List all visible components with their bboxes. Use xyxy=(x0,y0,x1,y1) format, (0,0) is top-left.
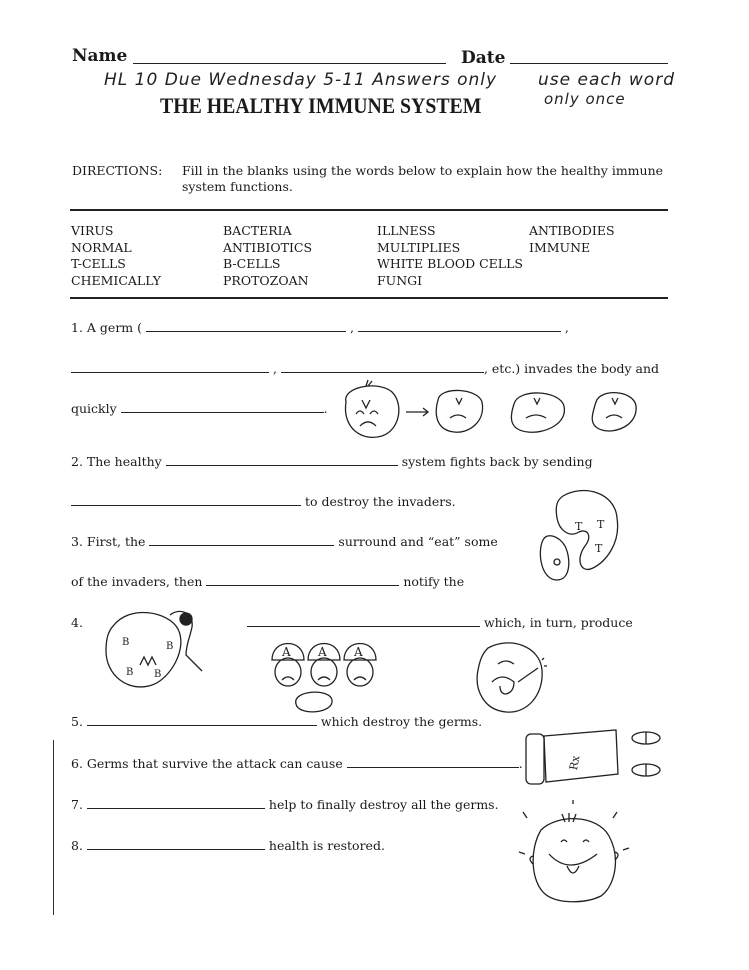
svg-text:A: A xyxy=(282,645,291,659)
question-text: Germs that survive the attack can cause xyxy=(86,756,343,771)
antibodies-illustration xyxy=(270,640,400,720)
blank-q1-e[interactable] xyxy=(121,411,324,413)
page-title: THE HEALTHY IMMUNE SYSTEM xyxy=(160,93,482,118)
blank-q1-b[interactable] xyxy=(358,330,561,332)
svg-text:Rx: Rx xyxy=(567,754,583,772)
word-antibiotics: ANTIBIOTICS xyxy=(223,239,313,255)
question-2-line-1 xyxy=(71,454,593,469)
svg-text:B: B xyxy=(166,641,174,652)
question-number: 8. xyxy=(71,838,83,853)
word-antibodies: ANTIBODIES xyxy=(529,223,615,238)
question-6-line xyxy=(71,756,523,771)
happy-face-illustration xyxy=(505,800,635,910)
word-normal: NORMAL xyxy=(71,239,132,255)
punctuation: . xyxy=(518,756,523,771)
date-field[interactable] xyxy=(510,62,668,64)
t-cell-illustration xyxy=(535,488,645,588)
question-text: First, the xyxy=(86,534,146,549)
svg-text:T: T xyxy=(575,520,583,533)
question-1-line-2 xyxy=(71,361,659,376)
blank-q8[interactable] xyxy=(87,848,265,850)
word-chemically: CHEMICALLY xyxy=(71,272,161,288)
word-multiplies: MULTIPLIES xyxy=(377,239,461,255)
question-5-line xyxy=(71,714,482,729)
blank-q5[interactable] xyxy=(87,724,317,726)
question-number: 2. xyxy=(71,454,83,469)
question-text: health is restored. xyxy=(268,838,385,853)
name-label: Name xyxy=(72,46,128,66)
question-number: 7. xyxy=(71,797,83,812)
word-bank-column-2 xyxy=(223,223,312,289)
word-illness: ILLNESS xyxy=(377,223,436,238)
question-2-line-2 xyxy=(71,494,456,509)
svg-text:A: A xyxy=(318,645,327,659)
divider-top xyxy=(70,209,668,211)
svg-text:T: T xyxy=(597,518,605,531)
svg-text:A: A xyxy=(354,645,363,659)
blank-q1-d[interactable] xyxy=(281,371,484,373)
blank-q7[interactable] xyxy=(87,807,265,809)
word-virus: VIRUS xyxy=(71,223,114,238)
directions-text-line2: system functions. xyxy=(182,179,293,194)
word-protozoan: PROTOZOAN xyxy=(223,272,309,288)
question-text: system fights back by sending xyxy=(401,454,593,469)
svg-text:B: B xyxy=(122,637,130,648)
blank-q1-a[interactable] xyxy=(146,330,346,332)
name-field[interactable] xyxy=(133,62,446,64)
question-text: The healthy xyxy=(86,454,162,469)
question-text: , etc.) invades the body and xyxy=(483,361,660,376)
word-immune: IMMUNE xyxy=(529,239,591,255)
question-3-line-1 xyxy=(71,534,498,549)
question-text: of the invaders, then xyxy=(71,574,203,589)
svg-text:B: B xyxy=(126,667,134,678)
punctuation: , xyxy=(349,320,354,335)
handwritten-note-instruction-2: only once xyxy=(544,90,626,108)
question-number: 5. xyxy=(71,714,83,729)
word-b-cells: B-CELLS xyxy=(223,256,281,271)
punctuation: , xyxy=(564,320,569,335)
question-number: 1. xyxy=(71,320,83,335)
blank-q2-b[interactable] xyxy=(71,504,301,506)
word-white-blood-cells: WHITE BLOOD CELLS xyxy=(377,256,523,271)
directions-text-line1: Fill in the blanks using the words below to explain how the healthy immune xyxy=(182,163,664,178)
b-cell-illustration xyxy=(100,605,220,695)
question-text: notify the xyxy=(403,574,465,589)
question-text: quickly xyxy=(71,401,117,416)
handwritten-note-instruction: use each word xyxy=(538,70,675,90)
blank-q4[interactable] xyxy=(247,625,480,627)
svg-text:T: T xyxy=(595,542,603,555)
question-7-line xyxy=(71,797,499,812)
question-number: 6. xyxy=(71,756,83,771)
word-bacteria: BACTERIA xyxy=(223,223,292,238)
directions-label: DIRECTIONS: xyxy=(72,163,163,178)
divider-bottom xyxy=(70,297,668,299)
left-margin-line xyxy=(53,740,54,915)
question-text: which, in turn, produce xyxy=(483,615,633,630)
handwritten-note-assignment: HL 10 Due Wednesday 5-11 Answers only xyxy=(104,70,498,90)
question-text: surround and “eat” some xyxy=(338,534,498,549)
question-number: 3. xyxy=(71,534,83,549)
word-bank-column-3 xyxy=(377,223,523,289)
punctuation: . xyxy=(323,401,328,416)
date-label: Date xyxy=(461,48,506,68)
blank-q1-c[interactable] xyxy=(71,371,269,373)
word-bank-column-1 xyxy=(71,223,161,289)
question-text: to destroy the invaders. xyxy=(304,494,456,509)
blank-q3-a[interactable] xyxy=(149,544,334,546)
pill-bottle-illustration xyxy=(522,728,672,788)
question-text: help to finally destroy all the germs. xyxy=(268,797,499,812)
svg-text:B: B xyxy=(154,669,162,680)
word-t-cells: T-CELLS xyxy=(71,256,126,271)
question-1-line-1 xyxy=(71,320,569,335)
question-text: A germ ( xyxy=(86,320,142,335)
question-text: which destroy the germs. xyxy=(320,714,483,729)
question-8-line xyxy=(71,838,385,853)
word-bank-column-4 xyxy=(529,223,615,256)
question-4-number: 4. xyxy=(71,615,83,630)
sick-face-illustration xyxy=(470,640,560,720)
question-1-line-3 xyxy=(71,401,328,416)
blank-q6[interactable] xyxy=(347,766,519,768)
germ-multiplies-illustration xyxy=(338,382,658,442)
word-fungi: FUNGI xyxy=(377,272,423,288)
question-3-line-2 xyxy=(71,574,464,589)
blank-q2-a[interactable] xyxy=(166,464,398,466)
blank-q3-b[interactable] xyxy=(206,584,399,586)
question-4-line xyxy=(247,615,633,630)
punctuation: , xyxy=(272,361,277,376)
